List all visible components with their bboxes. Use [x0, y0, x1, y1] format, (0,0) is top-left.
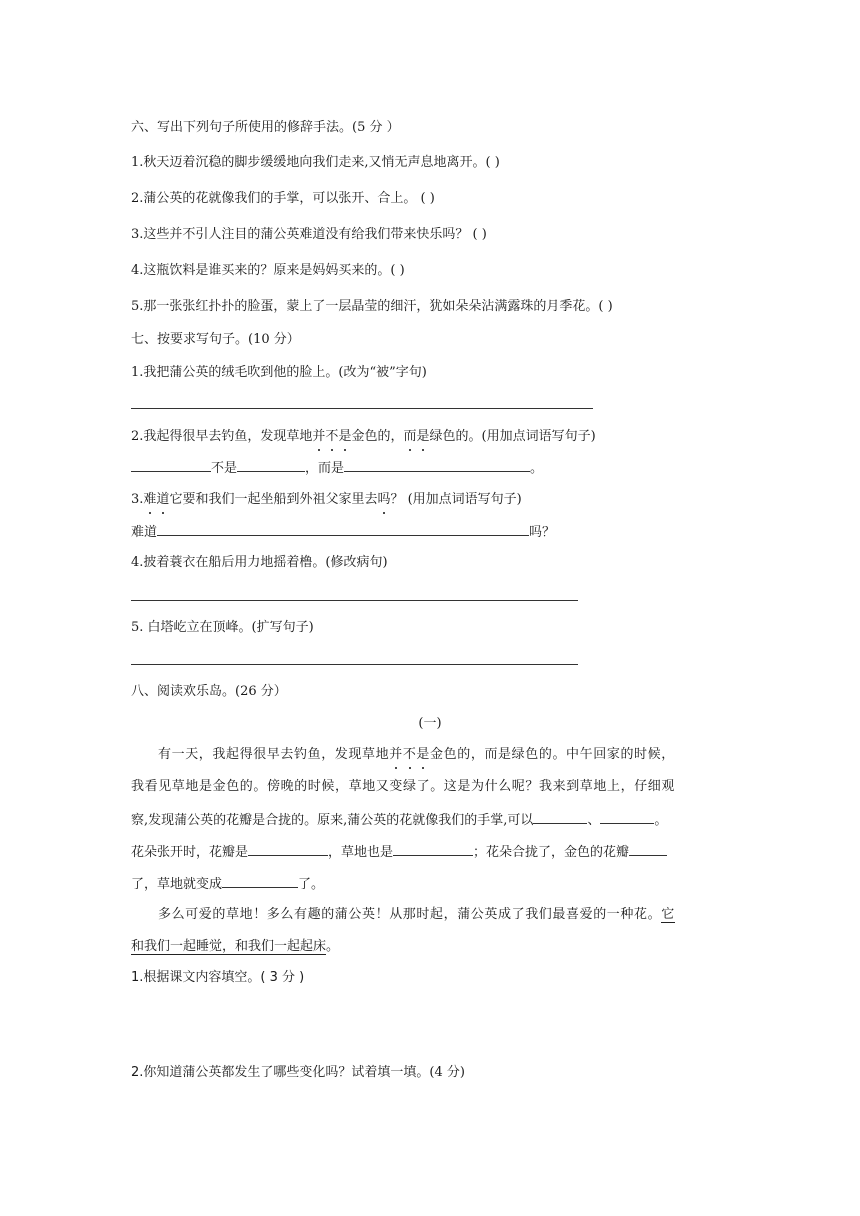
section6-item-5: 5.那一张张红扑扑的脸蛋，蒙上了一层晶莹的细汗，犹如朵朵沾满露珠的月季花。( ) — [131, 299, 613, 314]
section6-item-3: 3.这些并不引人注目的蒲公英难道没有给我们带来快乐吗？ ( ) — [131, 227, 487, 242]
section8-heading: 八、阅读欢乐岛。(26 分） — [131, 684, 287, 699]
passage-p1-line4: 花朵张开时，花瓣是 ，草地也是 ；花朵合拢了，金色的花瓣 — [131, 841, 667, 863]
answer-line-q4[interactable] — [131, 600, 578, 601]
section7-q2-fill: 不是 ，而是 。 — [131, 457, 543, 479]
passage-part-label: (一) — [418, 716, 442, 731]
blank-q2-b[interactable] — [237, 457, 305, 472]
section7-q4: 4.披着蓑衣在船后用力地摇着橹。(修改病句) — [131, 555, 388, 570]
answer-line-q5[interactable] — [131, 664, 578, 665]
section7-q1: 1.我把蒲公英的绒毛吹到他的脸上。(改为“被”字句) — [131, 365, 427, 380]
section7-q3: 3.难道它要和我们一起坐船到外祖父家里去吗？ (用加点词语写句子) — [131, 490, 522, 510]
passage-p1-line3: 察,发现蒲公英的花瓣是合拢的。原来,蒲公英的花就像我们的手掌,可以 、 。 — [131, 809, 667, 831]
blank-q2-a[interactable] — [131, 457, 211, 472]
blank-q2-c[interactable] — [344, 457, 530, 472]
passage-p2-line2: 和我们一起睡觉，和我们一起起床。 — [131, 939, 340, 954]
blank-p1-d[interactable] — [393, 841, 473, 856]
answer-line-q1[interactable] — [131, 408, 593, 409]
blank-p1-b[interactable] — [600, 809, 654, 824]
passage-p1-line2: 我看见草地是金色的。傍晚的时候，草地又变绿了。这是为什么呢？我来到草地上，仔细观 — [131, 779, 676, 794]
section7-q2: 2.我起得很早去钓鱼，发现草地并不是金色的，而是绿色的。(用加点词语写句子) — [131, 427, 596, 447]
section8-q1: 1.根据课文内容填空。( 3 分 ) — [131, 970, 305, 985]
section7-heading: 七、按要求写句子。(10 分） — [131, 332, 300, 347]
blank-p1-f[interactable] — [222, 873, 298, 888]
section8-q2: 2.你知道蒲公英都发生了哪些变化吗？试着填一填。(4 分) — [131, 1065, 465, 1080]
blank-p1-e[interactable] — [629, 841, 667, 856]
blank-p1-a[interactable] — [533, 809, 587, 824]
section6-item-1: 1.秋天迈着沉稳的脚步缓缓地向我们走来,又悄无声息地离开。( ) — [131, 155, 500, 170]
blank-p1-c[interactable] — [248, 841, 328, 856]
passage-p1-line1: 有一天，我起得很早去钓鱼，发现草地并不是金色的，而是绿色的。中午回家的时候， — [158, 745, 675, 765]
passage-p2-line1: 多么可爱的草地！多么有趣的蒲公英！从那时起，蒲公英成了我们最喜爱的一种花。它 — [158, 907, 675, 922]
section6-item-4: 4.这瓶饮料是谁买来的？原来是妈妈买来的。( ) — [131, 263, 405, 278]
blank-q3[interactable] — [157, 521, 529, 536]
section6-item-2: 2.蒲公英的花就像我们的手掌，可以张开、合上。 ( ) — [131, 191, 435, 206]
passage-p1-line5: 了，草地就变成 了。 — [131, 873, 324, 895]
section7-q3-fill: 难道 吗？ — [131, 521, 555, 543]
section6-heading: 六、写出下列句子所使用的修辞手法。(5 分 ） — [131, 120, 400, 135]
section7-q5: 5. 白塔屹立在顶峰。(扩写句子) — [131, 620, 314, 635]
